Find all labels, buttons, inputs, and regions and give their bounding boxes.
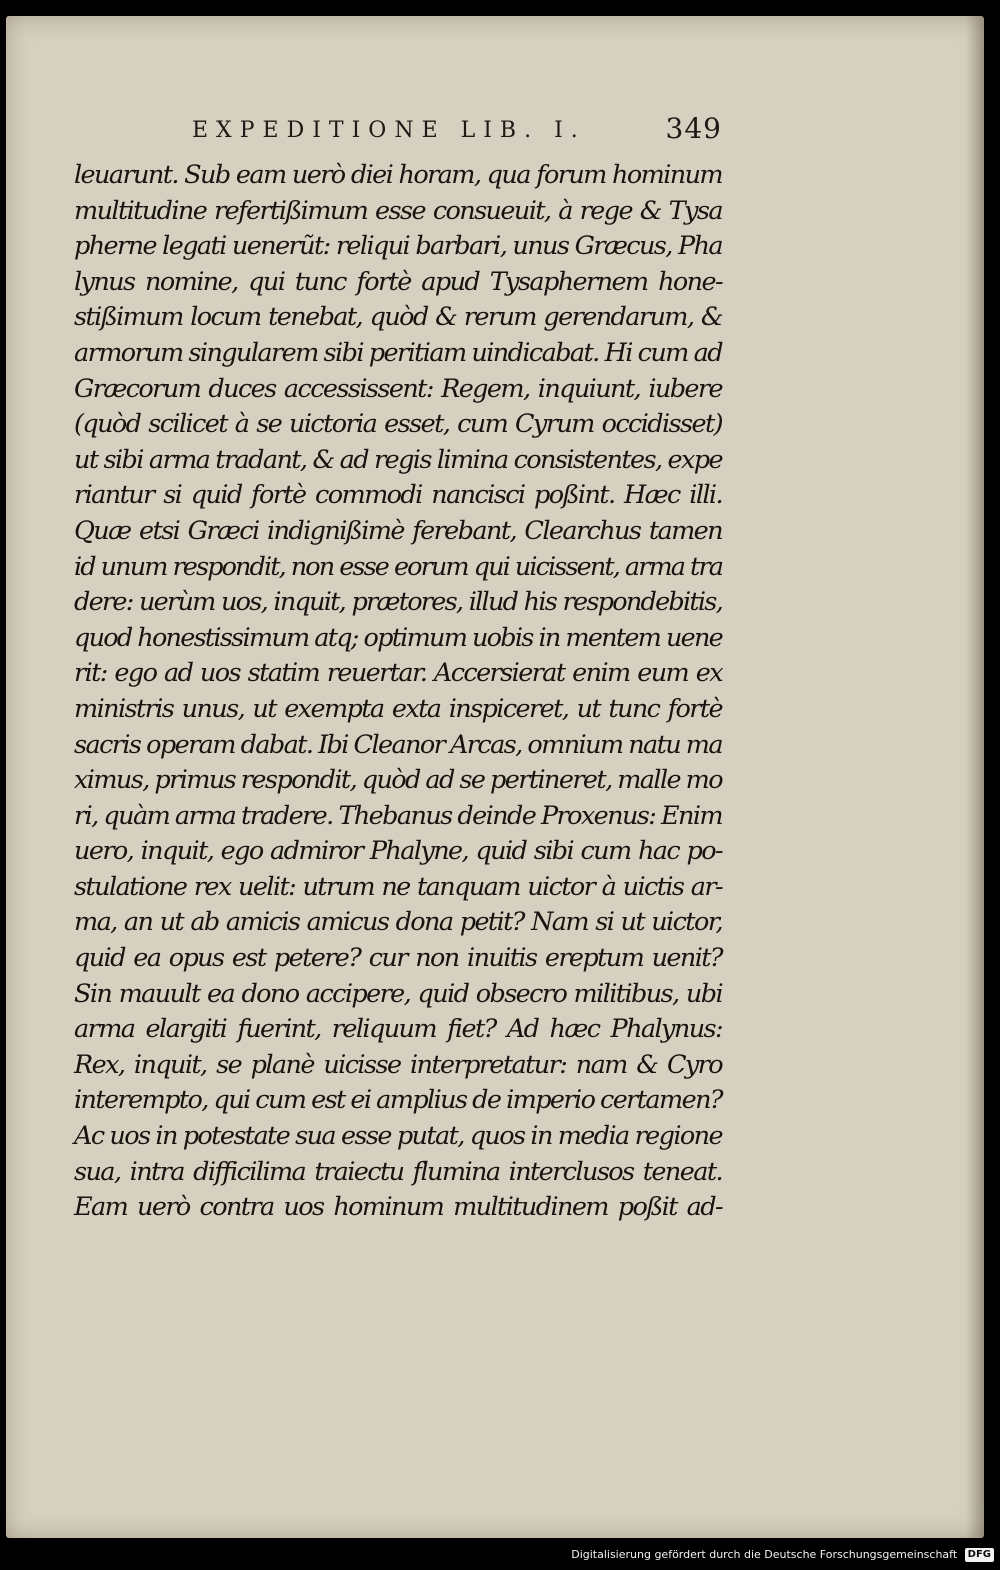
text-line: Sin mauult ea dono accipere, quid obsecro militibus, ubi bbox=[74, 978, 722, 1009]
text-line: ut sibi arma tradant, & ad regis limina consistentes, expe bbox=[74, 444, 722, 475]
text-line: Eam uerò contra uos hominum multitudinem poßit ad- bbox=[74, 1192, 722, 1223]
running-title: EXPEDITIONE LIB. I. bbox=[192, 118, 586, 143]
book-page bbox=[6, 16, 984, 1538]
text-line: uero, inquit, ego admiror Phalyne, quid sibi cum hac po- bbox=[74, 836, 722, 867]
page-edge-shadow bbox=[966, 16, 984, 1538]
text-line: ministris unus, ut exempta exta inspiceret, ut tunc fortè bbox=[74, 693, 722, 724]
text-line: lynus nomine, qui tunc fortè apud Tysaphernem hone- bbox=[74, 266, 722, 297]
text-line: multitudine refertißimum esse consueuit, à rege & Tysa bbox=[74, 195, 722, 226]
text-line: stißimum locum tenebat, quòd & rerum gerendarum, & bbox=[74, 302, 722, 333]
text-line: Græcorum duces accessissent: Regem, inquiunt, iubere bbox=[74, 373, 722, 404]
body-text bbox=[74, 158, 722, 1226]
text-line: stulatione rex uelit: utrum ne tanquam uictor à uictis ar- bbox=[74, 871, 722, 902]
text-line: dere: uerùm uos, inquit, prætores, illud his respondebitis, bbox=[74, 587, 722, 618]
text-line: ma, an ut ab amicis amicus dona petit? Nam si ut uictor, bbox=[74, 907, 722, 938]
text-line: ximus, primus respondit, quòd ad se pertineret, malle mo bbox=[74, 765, 722, 796]
text-line: arma elargiti fuerint, reliquum fiet? Ad hæc Phalynus: bbox=[74, 1014, 722, 1045]
text-line: (quòd scilicet à se uictoria esset, cum Cyrum occidisset) bbox=[74, 409, 722, 440]
digitization-credit bbox=[571, 1544, 994, 1566]
text-line: sua, intra difficilima traiectu flumina interclusos teneat. bbox=[74, 1156, 722, 1187]
running-head bbox=[192, 108, 722, 148]
text-line: leuarunt. Sub eam uerò diei horam, qua forum hominum bbox=[74, 160, 722, 190]
text-line: armorum singularem sibi peritiam uindicabat. Hi cum ad bbox=[74, 337, 722, 368]
text-line: sacris operam dabat. Ibi Cleanor Arcas, omnium natu ma bbox=[74, 729, 722, 760]
text-line: Rex, inquit, se planè uicisse interpretatur: nam & Cyro bbox=[74, 1049, 722, 1080]
text-line: quod honestissimum atq; optimum uobis in mentem uene bbox=[74, 622, 722, 653]
text-line: Ac uos in potestate sua esse putat, quos in media regione bbox=[74, 1121, 722, 1152]
text-line: ri, quàm arma tradere. Thebanus deinde Proxenus: Enim bbox=[74, 800, 722, 831]
text-line: riantur si quid fortè commodi nancisci poßint. Hæc illi. bbox=[74, 480, 722, 511]
dfg-logo: DFG bbox=[965, 1548, 994, 1562]
text-line: quid ea opus est petere? cur non inuitis ereptum uenit? bbox=[74, 943, 722, 974]
text-line: Quæ etsi Græci indignißimè ferebant, Clearchus tamen bbox=[74, 515, 722, 546]
text-line: id unum respondit, non esse eorum qui uicissent, arma tra bbox=[74, 551, 722, 582]
page-number: 349 bbox=[665, 112, 722, 145]
text-line: pherne legati uenerũt: reliqui barbari, unus Græcus, Pha bbox=[74, 231, 722, 262]
credit-text: Digitalisierung gefördert durch die Deutsche Forschungsgemeinschaft bbox=[571, 1548, 958, 1561]
text-line: interempto, qui cum est ei amplius de imperio certamen? bbox=[74, 1085, 722, 1116]
text-line: rit: ego ad uos statim reuertar. Accersierat enim eum ex bbox=[74, 658, 722, 689]
